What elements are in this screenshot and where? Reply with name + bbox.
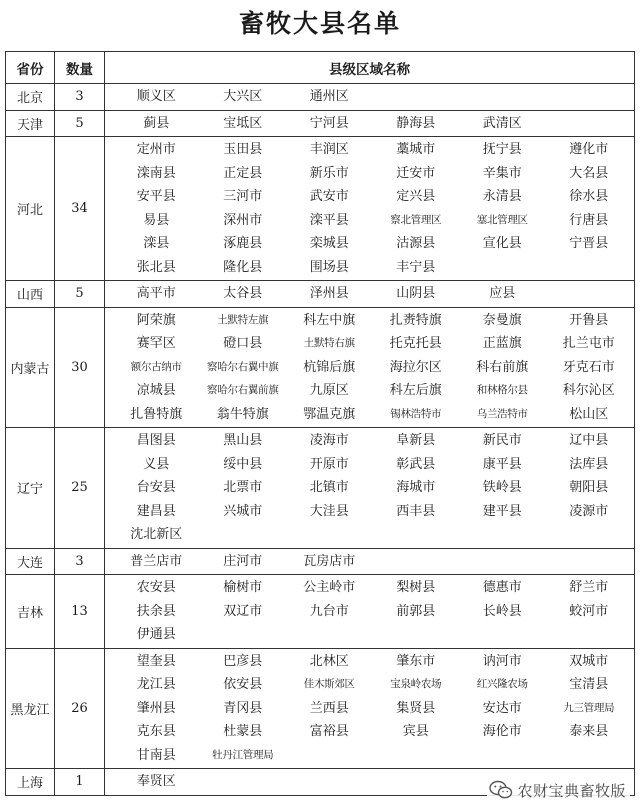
table-row bbox=[6, 84, 635, 111]
count-cell: 1 bbox=[55, 769, 105, 796]
county-name: 扎兰屯市 bbox=[562, 336, 615, 351]
county-name: 甘南县 bbox=[136, 747, 176, 763]
county-name: 安平县 bbox=[136, 189, 176, 204]
county-name: 塞北管理区 bbox=[476, 213, 528, 226]
county-name: 富裕县 bbox=[309, 724, 349, 739]
county-name: 凌海市 bbox=[309, 433, 349, 448]
county-name: 公主岭市 bbox=[303, 580, 356, 595]
county-name: 肇州县 bbox=[136, 700, 176, 716]
county-name: 翁牛特旗 bbox=[216, 406, 269, 422]
county-name: 沽源县 bbox=[396, 236, 436, 251]
county-name: 海拉尔区 bbox=[389, 359, 442, 375]
county-name: 开鲁县 bbox=[569, 312, 609, 328]
county-name: 奈曼旗 bbox=[482, 312, 522, 328]
county-name: 察哈尔右翼前旗 bbox=[207, 384, 279, 396]
county-name: 凌源市 bbox=[569, 503, 609, 519]
county-name: 通州区 bbox=[309, 89, 349, 104]
county-name: 大兴区 bbox=[223, 89, 263, 104]
county-name: 绥中县 bbox=[223, 456, 263, 472]
counties-cell bbox=[105, 428, 635, 549]
county-name: 鄂温克旗 bbox=[303, 406, 356, 422]
table-row bbox=[6, 548, 635, 575]
county-name: 扎赉特旗 bbox=[389, 312, 442, 328]
county-grid bbox=[105, 111, 634, 137]
county-name: 巴彦县 bbox=[223, 653, 263, 669]
county-name: 康平县 bbox=[482, 456, 522, 472]
county-name: 辛集市 bbox=[482, 165, 522, 181]
county-grid bbox=[105, 575, 634, 648]
counties-cell bbox=[105, 281, 635, 308]
table-header-row bbox=[6, 52, 635, 84]
county-name: 托克托县 bbox=[389, 336, 442, 351]
province-cell: 北京 bbox=[6, 84, 55, 111]
county-name: 九三管理局 bbox=[563, 701, 615, 714]
county-name: 集贤县 bbox=[396, 700, 436, 716]
table-row bbox=[6, 575, 635, 649]
county-name: 九原区 bbox=[309, 383, 349, 398]
page-title: 畜牧大县名单 bbox=[238, 9, 401, 38]
county-grid bbox=[105, 281, 634, 307]
county-name: 栾城县 bbox=[309, 236, 349, 251]
county-name: 新民市 bbox=[482, 433, 522, 448]
county-name: 北镇市 bbox=[309, 480, 349, 495]
county-name: 辽中县 bbox=[569, 433, 609, 448]
county-name: 科尔沁区 bbox=[562, 383, 615, 398]
count-cell: 13 bbox=[55, 575, 105, 649]
county-name: 涿鹿县 bbox=[223, 236, 263, 251]
county-name: 宝清县 bbox=[569, 677, 609, 692]
watermark bbox=[487, 775, 630, 805]
county-name: 乌兰浩特市 bbox=[476, 407, 528, 420]
county-name: 龙江县 bbox=[136, 677, 176, 692]
county-grid bbox=[105, 308, 634, 428]
county-name: 义县 bbox=[143, 456, 170, 472]
province-cell: 山西 bbox=[6, 281, 55, 308]
county-name: 顺义区 bbox=[136, 89, 176, 104]
count-cell: 3 bbox=[55, 548, 105, 575]
county-name: 大洼县 bbox=[309, 503, 349, 519]
county-name: 榆树市 bbox=[223, 580, 263, 595]
county-name: 庄河市 bbox=[223, 553, 263, 569]
table-row bbox=[6, 428, 635, 549]
province-cell: 大连 bbox=[6, 548, 55, 575]
county-name: 科左中旗 bbox=[303, 312, 356, 328]
county-name: 新乐市 bbox=[309, 165, 349, 181]
county-name: 建平县 bbox=[482, 503, 522, 519]
county-name: 三河市 bbox=[223, 189, 263, 204]
province-cell: 天津 bbox=[6, 110, 55, 137]
county-name: 安达市 bbox=[482, 700, 522, 716]
county-name: 彰武县 bbox=[396, 456, 436, 472]
counties-cell bbox=[105, 648, 635, 769]
county-name: 玉田县 bbox=[223, 142, 263, 157]
header-province: 省份 bbox=[6, 52, 55, 84]
count-cell: 30 bbox=[55, 307, 105, 428]
county-name: 昌图县 bbox=[136, 433, 176, 448]
county-name: 前郭县 bbox=[396, 603, 436, 619]
county-grid bbox=[105, 84, 634, 110]
county-name: 双辽市 bbox=[223, 603, 263, 619]
table-row bbox=[6, 281, 635, 308]
province-cell: 辽宁 bbox=[6, 428, 55, 549]
county-name: 科右前旗 bbox=[476, 359, 529, 375]
county-name: 泽州县 bbox=[309, 286, 349, 301]
county-name: 静海县 bbox=[396, 115, 436, 131]
county-name: 定州市 bbox=[136, 142, 176, 157]
county-name: 海城市 bbox=[396, 480, 436, 495]
counties-cell bbox=[105, 548, 635, 575]
county-name: 扎鲁特旗 bbox=[130, 406, 183, 422]
county-name: 宝泉岭农场 bbox=[390, 678, 442, 690]
county-name: 海伦市 bbox=[482, 724, 522, 739]
county-table bbox=[5, 51, 635, 796]
county-name: 和林格尔县 bbox=[476, 384, 528, 396]
counties-cell bbox=[105, 575, 635, 649]
county-name: 法库县 bbox=[569, 456, 609, 472]
county-name: 额尔古纳市 bbox=[130, 360, 182, 373]
county-name: 滦县 bbox=[143, 236, 170, 251]
county-grid bbox=[105, 649, 634, 769]
table-row bbox=[6, 110, 635, 137]
county-name: 阜新县 bbox=[396, 433, 436, 448]
county-name: 徐水县 bbox=[569, 189, 609, 204]
county-name: 宣化县 bbox=[482, 236, 522, 251]
county-name: 察哈尔右翼中旗 bbox=[207, 360, 279, 373]
county-name: 北林区 bbox=[309, 653, 349, 669]
province-cell: 黑龙江 bbox=[6, 648, 55, 769]
county-name: 深州市 bbox=[223, 212, 263, 228]
county-name: 定兴县 bbox=[396, 189, 436, 204]
county-name: 松山区 bbox=[569, 406, 609, 422]
county-name: 九台市 bbox=[309, 603, 349, 619]
county-name: 舒兰市 bbox=[569, 580, 609, 595]
county-name: 双城市 bbox=[569, 653, 609, 669]
county-name: 赛罕区 bbox=[136, 336, 176, 351]
county-name: 滦南县 bbox=[136, 165, 176, 181]
county-name: 台安县 bbox=[136, 480, 176, 495]
county-name: 察北管理区 bbox=[390, 213, 442, 226]
county-name: 克东县 bbox=[136, 724, 176, 739]
county-name: 铁岭县 bbox=[482, 480, 522, 495]
county-name: 扶余县 bbox=[136, 603, 176, 619]
county-name: 应县 bbox=[489, 286, 516, 301]
county-name: 北票市 bbox=[223, 480, 263, 495]
county-grid bbox=[105, 428, 634, 548]
count-cell: 26 bbox=[55, 648, 105, 769]
county-name: 牡丹江管理局 bbox=[212, 748, 274, 761]
county-name: 抚宁县 bbox=[482, 142, 522, 157]
county-name: 丰润区 bbox=[309, 142, 349, 157]
county-name: 土默特左旗 bbox=[217, 313, 269, 326]
county-grid bbox=[105, 137, 634, 280]
county-name: 伊通县 bbox=[136, 627, 176, 642]
count-cell: 25 bbox=[55, 428, 105, 549]
county-name: 宁晋县 bbox=[569, 236, 609, 251]
county-name: 宁河县 bbox=[309, 115, 349, 131]
counties-cell bbox=[105, 84, 635, 111]
county-name: 隆化县 bbox=[223, 259, 263, 275]
count-cell: 5 bbox=[55, 281, 105, 308]
county-name: 武安市 bbox=[309, 189, 349, 204]
county-name: 阿荣旗 bbox=[136, 312, 176, 328]
county-name: 永清县 bbox=[482, 189, 522, 204]
county-name: 滦平县 bbox=[309, 212, 349, 228]
table-row bbox=[6, 307, 635, 428]
county-name: 围场县 bbox=[309, 259, 349, 275]
county-name: 依安县 bbox=[223, 677, 263, 692]
county-name: 农安县 bbox=[136, 580, 176, 595]
county-name: 建昌县 bbox=[136, 503, 176, 519]
county-name: 泰来县 bbox=[569, 724, 609, 739]
county-name: 宝坻区 bbox=[223, 115, 263, 131]
province-cell: 河北 bbox=[6, 137, 55, 281]
county-name: 蛟河市 bbox=[569, 603, 609, 619]
county-name: 瓦房店市 bbox=[303, 553, 356, 569]
county-name: 大名县 bbox=[569, 165, 609, 181]
county-name: 沈北新区 bbox=[130, 527, 183, 542]
county-name: 武清区 bbox=[482, 115, 522, 131]
counties-cell bbox=[105, 110, 635, 137]
county-name: 磴口县 bbox=[223, 336, 263, 351]
table-row bbox=[6, 137, 635, 281]
county-name: 青冈县 bbox=[223, 700, 263, 716]
county-name: 山阴县 bbox=[396, 286, 436, 301]
county-name: 杭锦后旗 bbox=[303, 359, 356, 375]
county-name: 蓟县 bbox=[143, 115, 170, 131]
county-name: 德惠市 bbox=[482, 580, 522, 595]
header-count: 数量 bbox=[55, 52, 105, 84]
county-name: 宾县 bbox=[402, 724, 429, 739]
province-cell: 吉林 bbox=[6, 575, 55, 649]
county-name: 普兰店市 bbox=[130, 553, 183, 569]
county-name: 西丰县 bbox=[396, 503, 436, 519]
count-cell: 5 bbox=[55, 110, 105, 137]
county-name: 兰西县 bbox=[309, 700, 349, 716]
count-cell: 34 bbox=[55, 137, 105, 281]
county-name: 兴城市 bbox=[223, 503, 263, 519]
county-name: 长岭县 bbox=[482, 603, 522, 619]
county-name: 佳木斯郊区 bbox=[303, 678, 355, 690]
county-name: 张北县 bbox=[136, 259, 176, 275]
county-name: 梨树县 bbox=[396, 580, 436, 595]
county-name: 开原市 bbox=[309, 456, 349, 472]
county-name: 正定县 bbox=[223, 165, 263, 181]
county-name: 红兴隆农场 bbox=[476, 678, 528, 690]
county-name: 牙克石市 bbox=[562, 359, 615, 375]
county-name: 高平市 bbox=[136, 286, 176, 301]
county-name: 藁城市 bbox=[396, 142, 436, 157]
county-name: 太谷县 bbox=[223, 286, 263, 301]
county-name: 行唐县 bbox=[569, 212, 609, 228]
county-name: 科左后旗 bbox=[389, 383, 442, 398]
count-cell: 3 bbox=[55, 84, 105, 111]
county-grid bbox=[105, 549, 634, 575]
watermark-text: 农财宝典畜牧版 bbox=[517, 781, 626, 800]
county-name: 望奎县 bbox=[136, 653, 176, 669]
county-name: 易县 bbox=[143, 212, 170, 228]
header-counties: 县级区域名称 bbox=[105, 52, 635, 84]
table-body bbox=[6, 84, 635, 796]
county-name: 凉城县 bbox=[136, 383, 176, 398]
county-name: 锡林浩特市 bbox=[390, 407, 442, 420]
county-name: 黑山县 bbox=[223, 433, 263, 448]
counties-cell bbox=[105, 137, 635, 281]
wechat-icon bbox=[489, 780, 513, 800]
county-name: 丰宁县 bbox=[396, 259, 436, 275]
county-name: 奉贤区 bbox=[136, 774, 176, 789]
province-cell: 内蒙古 bbox=[6, 307, 55, 428]
province-cell: 上海 bbox=[6, 769, 55, 796]
county-name: 迁安市 bbox=[396, 165, 436, 181]
county-name: 杜蒙县 bbox=[223, 724, 263, 739]
table-row bbox=[6, 648, 635, 769]
county-name: 肇东市 bbox=[396, 653, 436, 669]
county-name: 土默特右旗 bbox=[303, 337, 355, 349]
county-name: 遵化市 bbox=[569, 142, 609, 157]
county-name: 正蓝旗 bbox=[482, 336, 522, 351]
counties-cell bbox=[105, 307, 635, 428]
county-name: 朝阳县 bbox=[569, 480, 609, 495]
county-name: 讷河市 bbox=[482, 653, 522, 669]
